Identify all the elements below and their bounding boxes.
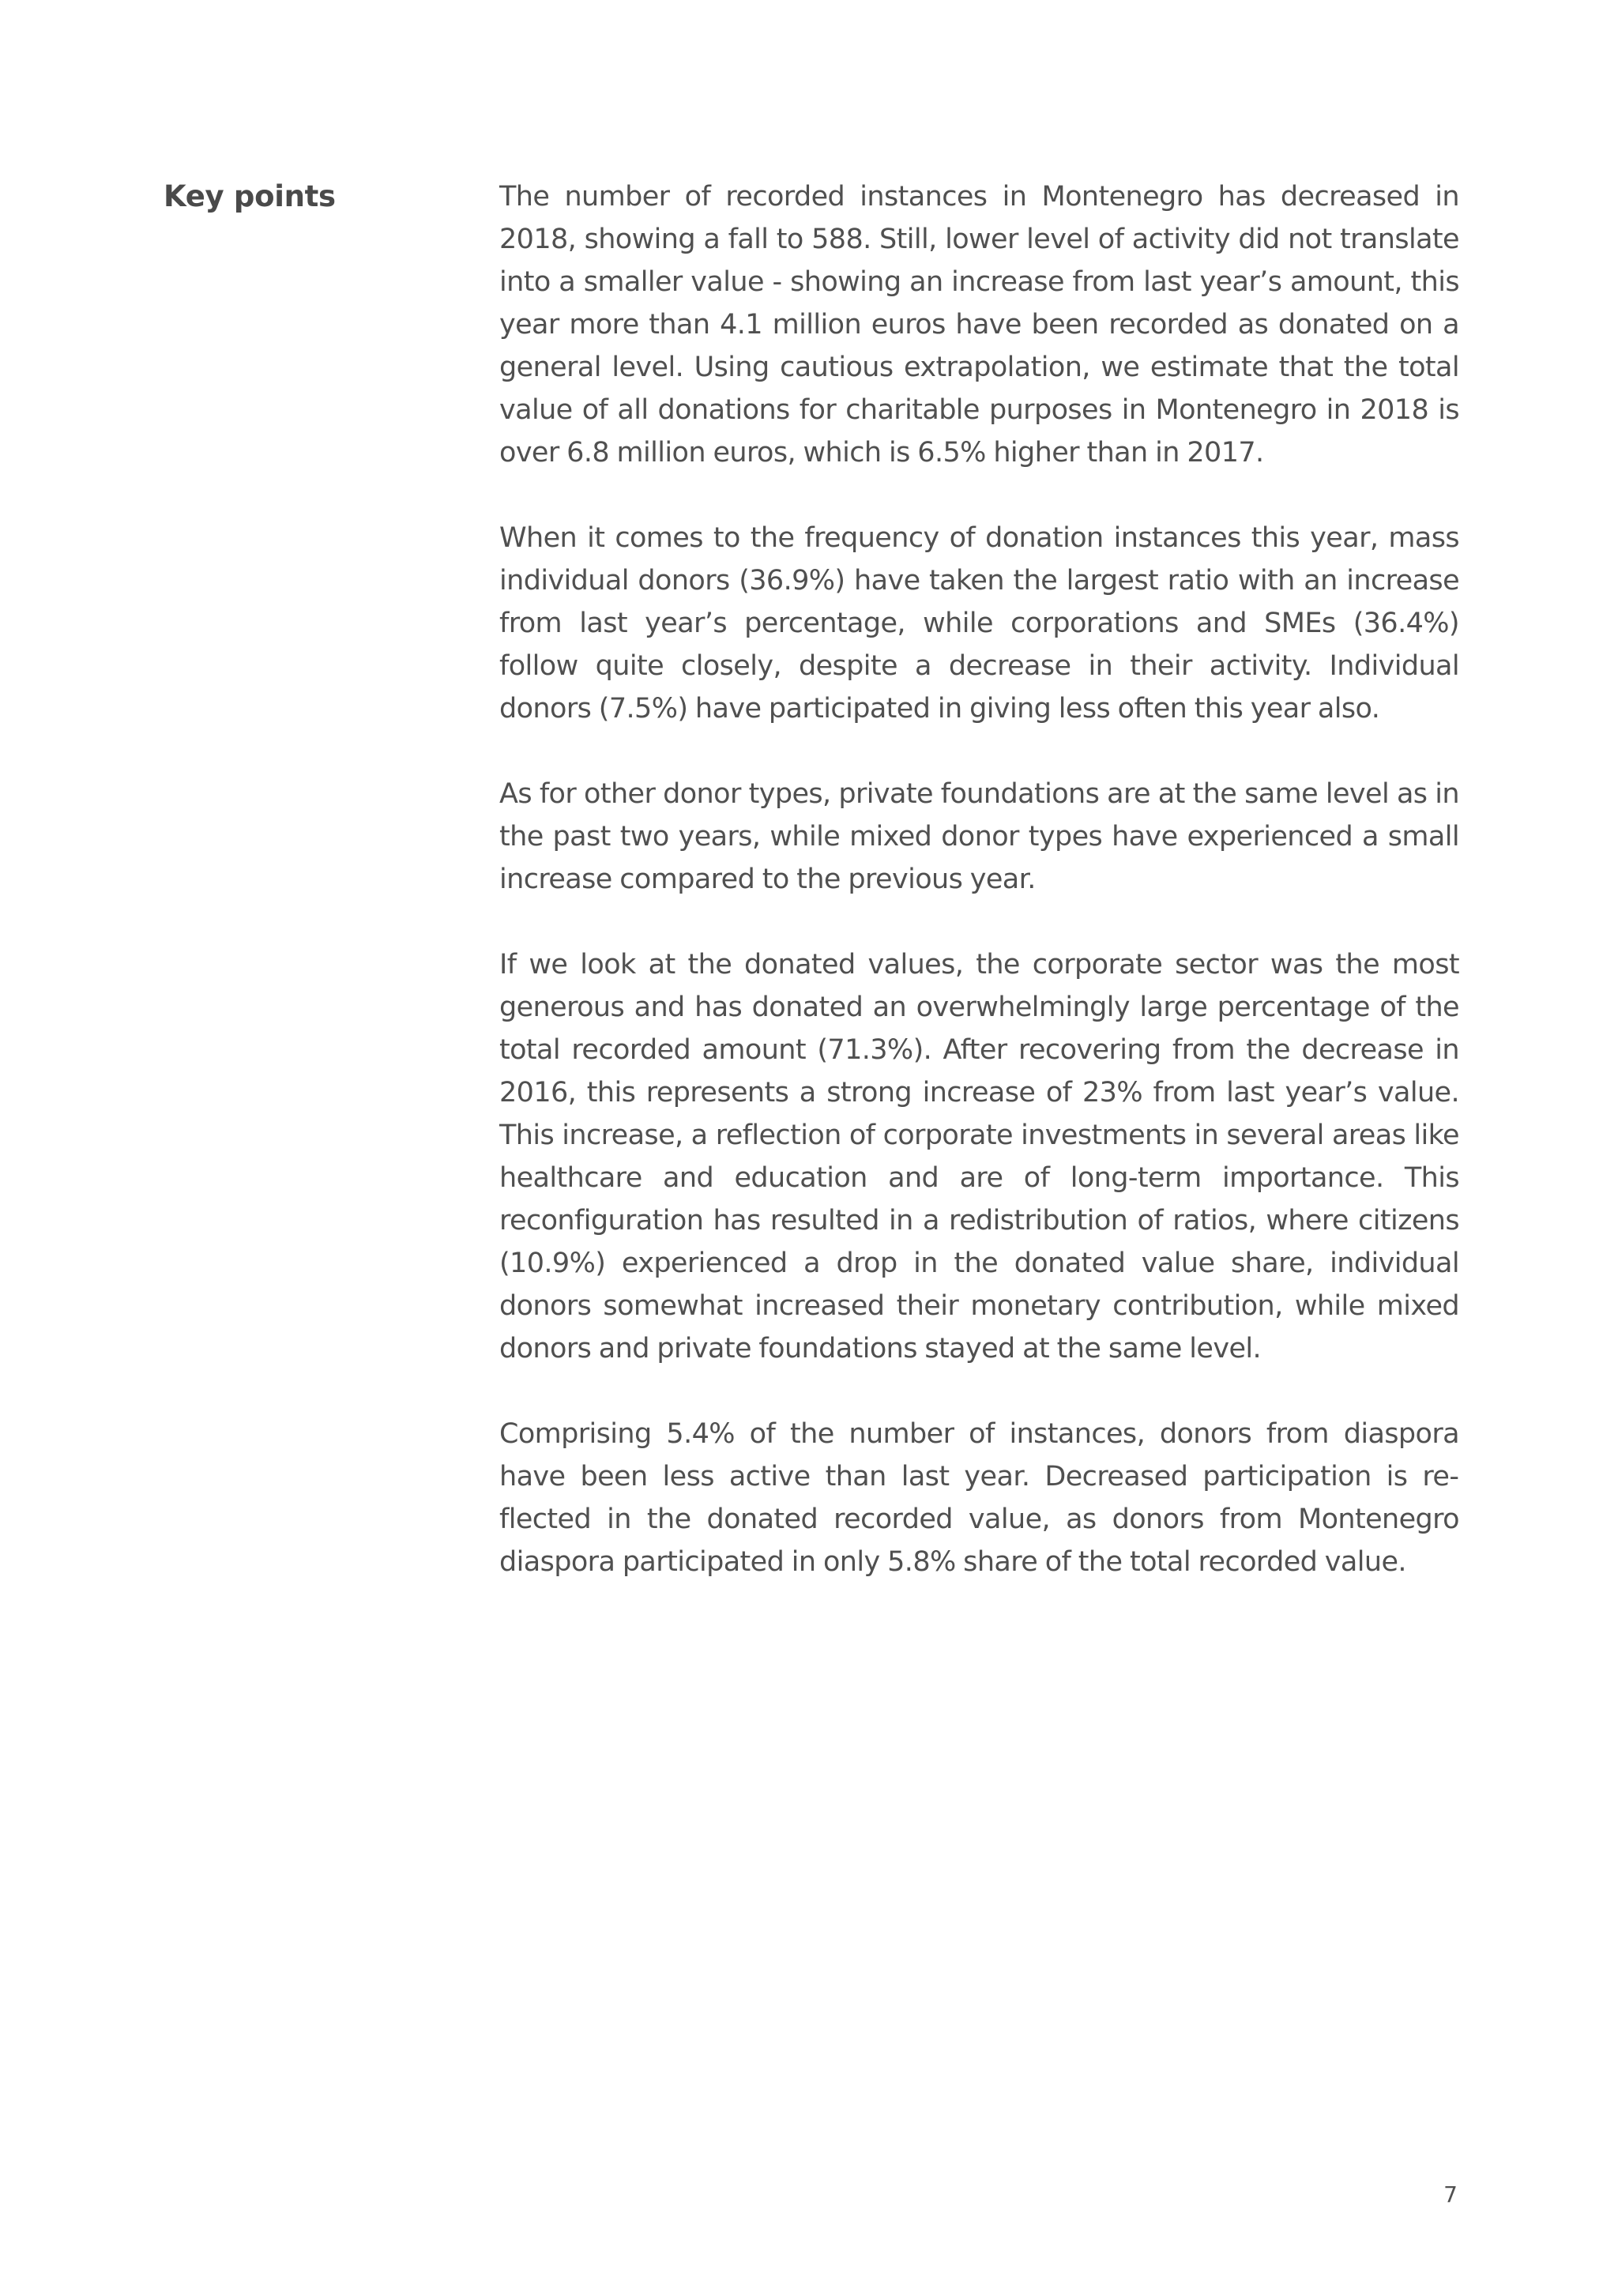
paragraph-donated-values: If we look at the donated values, the corporate sector was the most generous and has donated an overwhelmingly large percentage of the total recorded amount (71.3%). After recovering from the decrease in 2016, this represents a strong increase of 23% from last year’s value. This increase, a reflection of corporate investments in several areas like healthcare and education and are of long-term importance. This reconfiguration has resulted in a redistribution of ratios, where citizens (10.9%) experienced a drop in the donated value share, individual donors somewhat increased their monetary contribution, while mixed donors and private foundations stayed at the same level.	[499, 949, 1459, 1364]
page-number: 7	[1443, 2181, 1458, 2208]
paragraph-donation-frequency: When it comes to the frequency of donation instances this year, mass individual donors (36.9%) have taken the largest ratio with an increase from last year’s percentage, while corporations and SMEs (36.4%) follow quite closely, despite a decrease in their activity. Individual donors (7.5%) have participated in giving less often this year also.	[499, 522, 1459, 725]
paragraph-recorded-instances: The number of recorded instances in Montenegro has decreased in 2018, showing a fall to 588. Still, lower level of activity did not translate into a smaller value - showing an increase from last year’s amount, this year more than 4.1 million euros have been recorded as donated on a general level. Using cautious extrapolation, we estimate that the total value of all donations for charitable purposes in Montenegro in 2018 is over 6.8 million euros, which is 6.5% higher than in 2017.	[499, 181, 1459, 469]
body-text-column	[499, 175, 1459, 1626]
key-points-heading: Key points	[164, 179, 336, 213]
paragraph-diaspora-donors: Comprising 5.4% of the number of instances, donors from diaspora have been less active than last year. Decreased participation is reflected in the donated recorded value, as donors from Montenegro diaspora participated in only 5.8% share of the total recorded value.	[499, 1418, 1459, 1578]
paragraph-other-donor-types: As for other donor types, private foundations are at the same level as in the past two years, while mixed donor types have experienced a small increase compared to the previous year.	[499, 778, 1459, 895]
